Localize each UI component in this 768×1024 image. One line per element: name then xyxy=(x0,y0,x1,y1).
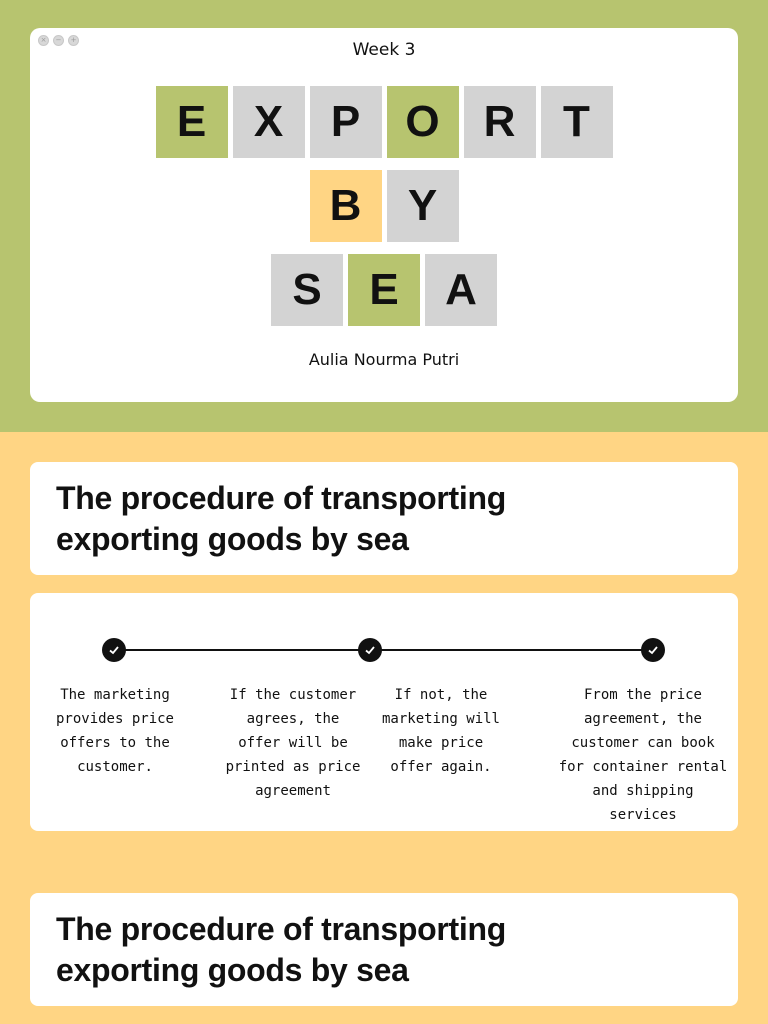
timeline-step-line: and shipping services xyxy=(592,783,694,823)
timeline-step-line: customer. xyxy=(77,759,153,775)
timeline-step xyxy=(48,683,182,779)
timeline-step-line: If not, the xyxy=(394,687,488,703)
timeline-step-line: offer will be xyxy=(238,735,348,751)
letter-tile: E xyxy=(348,254,420,326)
timeline-step-line: offers to the xyxy=(60,735,170,751)
section-title-line: The procedure of transporting xyxy=(56,911,506,947)
timeline-step xyxy=(223,683,363,803)
section-title xyxy=(56,478,712,560)
section-title-card xyxy=(30,893,738,1006)
timeline-step-line: agreement, the xyxy=(583,711,702,727)
letter-tile: E xyxy=(156,86,228,158)
timeline-line xyxy=(114,649,654,651)
letter-tile: A xyxy=(425,254,497,326)
letter-tile: S xyxy=(271,254,343,326)
section-title-line: exporting goods by sea xyxy=(56,952,409,988)
letter-tile: B xyxy=(310,170,382,242)
section-title-line: The procedure of transporting xyxy=(56,480,506,516)
letter-tile: Y xyxy=(387,170,459,242)
timeline-step-line: If the customer xyxy=(229,687,357,703)
timeline-step xyxy=(378,683,504,779)
timeline-card xyxy=(30,593,738,831)
check-circle-icon xyxy=(102,638,126,662)
letter-tile: O xyxy=(387,86,459,158)
section-title-line: exporting goods by sea xyxy=(56,521,409,557)
letter-tile: R xyxy=(464,86,536,158)
timeline-step-line: The marketing xyxy=(60,687,170,703)
letter-tile: X xyxy=(233,86,305,158)
week-label: Week 3 xyxy=(352,40,416,60)
timeline-step-line: agreement xyxy=(255,783,331,799)
tile-row-export xyxy=(30,86,738,158)
timeline-step xyxy=(558,683,728,827)
hero-card xyxy=(30,28,738,402)
timeline-step-line: for container rental xyxy=(558,759,728,775)
section-title-card xyxy=(30,462,738,575)
minimize-icon[interactable]: − xyxy=(53,35,64,46)
timeline-step-line: marketing will xyxy=(381,711,500,727)
letter-tile: P xyxy=(310,86,382,158)
tile-row-sea xyxy=(30,254,738,326)
timeline-step-line: make price xyxy=(398,735,484,751)
maximize-icon[interactable]: + xyxy=(68,35,79,46)
timeline-step-line: printed as price xyxy=(225,759,361,775)
timeline-step-line: From the price xyxy=(583,687,702,703)
author-name: Aulia Nourma Putri xyxy=(308,350,460,369)
section-title xyxy=(56,909,712,991)
timeline-step-line: offer again. xyxy=(390,759,492,775)
tile-row-by xyxy=(30,170,738,242)
timeline-step-line: agrees, the xyxy=(246,711,340,727)
close-icon[interactable]: × xyxy=(38,35,49,46)
letter-tile: T xyxy=(541,86,613,158)
timeline-step-line: provides price xyxy=(55,711,174,727)
check-circle-icon xyxy=(641,638,665,662)
check-circle-icon xyxy=(358,638,382,662)
timeline-step-line: customer can book xyxy=(571,735,715,751)
